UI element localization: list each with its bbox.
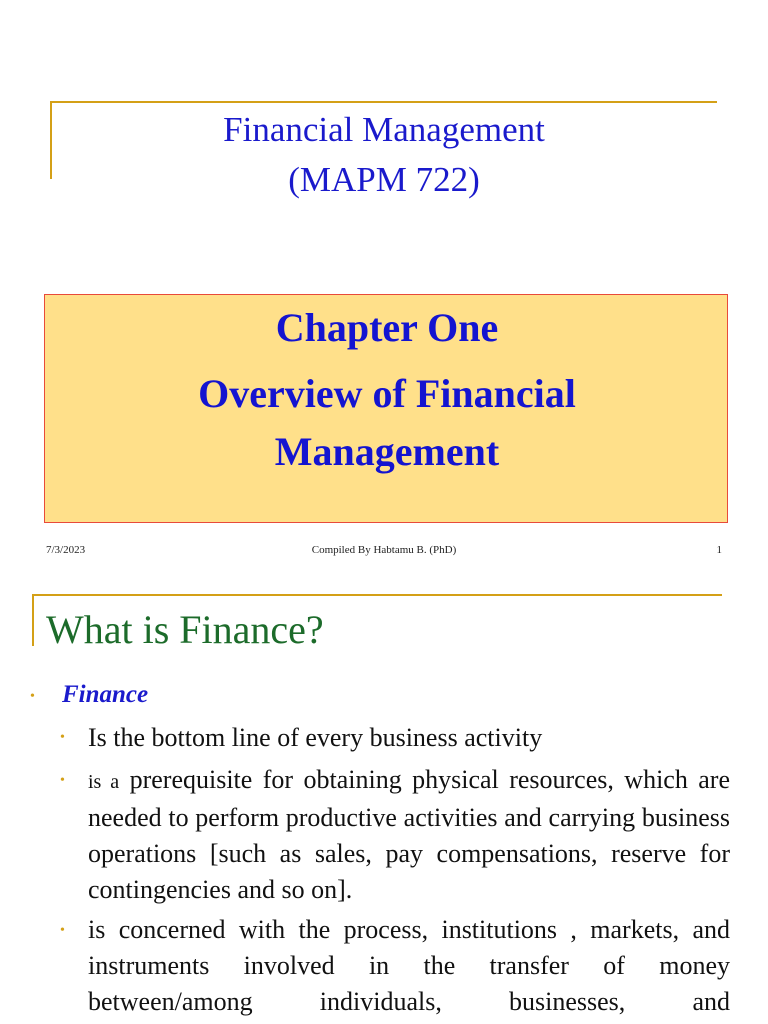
sub-bullet-1: Is the bottom line of every business activity [88, 723, 543, 752]
bullet-dot-icon: • [30, 689, 35, 704]
slide-2-top-rule [32, 594, 722, 596]
sub-bullet-dot-icon: • [60, 923, 65, 938]
slide-heading: What is Finance? [46, 607, 324, 652]
chapter-box [44, 294, 728, 523]
footer-page-number: 1 [716, 544, 722, 556]
chapter-title-line-2: Management [274, 429, 500, 474]
chapter-number: Chapter One [275, 305, 499, 350]
footer-date: 7/3/2023 [46, 544, 86, 556]
bullet-finance: Finance [62, 681, 149, 708]
slide-2-left-rule [32, 594, 34, 646]
sub-bullet-3: is concerned with the process, institutions , markets, and instruments involved in the transfer of money between/among individuals, businesses, and [88, 915, 730, 1016]
footer-author: Compiled By Habtamu B. (PhD) [311, 544, 457, 556]
sub-bullet-dot-icon: • [60, 773, 65, 788]
course-code: (MAPM 722) [288, 160, 480, 199]
sub-bullet-2-text: prerequisite for obtaining physical resources, which are needed to perform productive activities and carrying business operations [such as sales, pay compensations, reserve for contingencies and so on]. [88, 765, 730, 904]
slide-1-top-rule [50, 101, 717, 103]
sub-bullet-2-prefix: is a [88, 771, 120, 793]
sub-bullet-dot-icon: • [60, 730, 65, 745]
course-title: Financial Management [223, 110, 545, 149]
sub-bullet-2 [88, 762, 730, 908]
chapter-title-line-1: Overview of Financial [198, 371, 576, 416]
